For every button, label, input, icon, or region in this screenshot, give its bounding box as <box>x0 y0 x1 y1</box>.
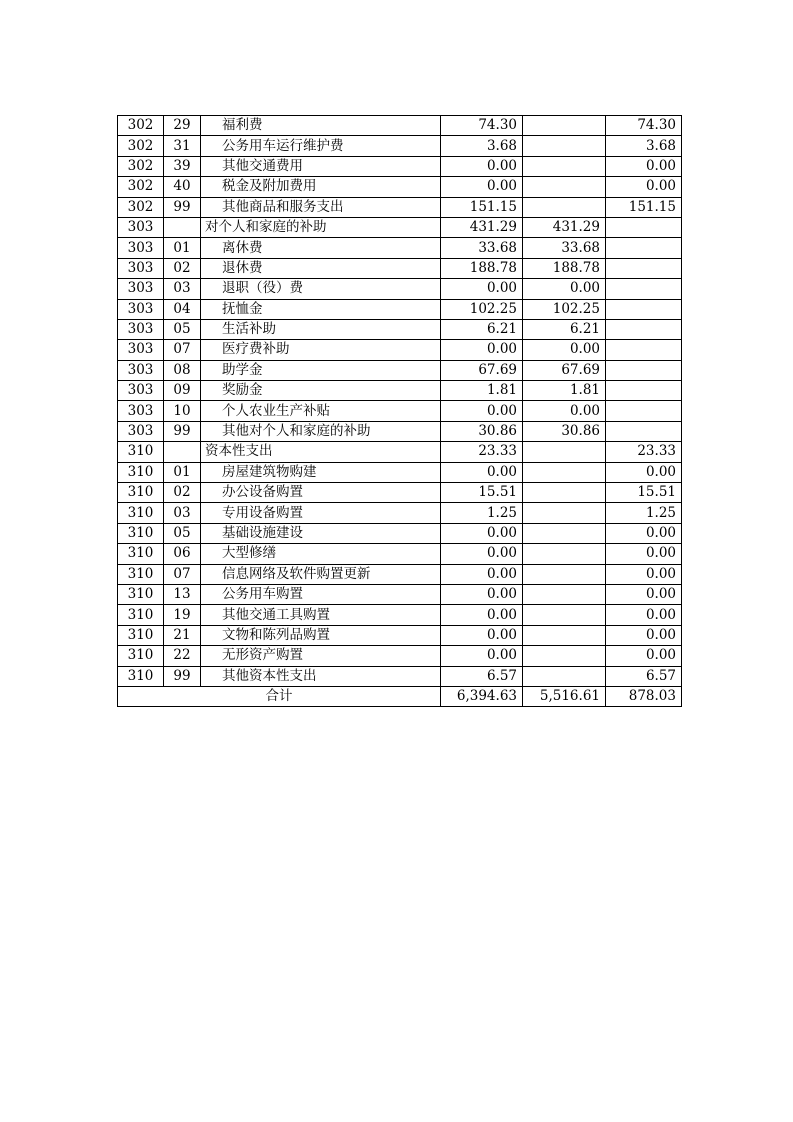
total-cell: 151.15 <box>441 197 523 217</box>
table-row <box>118 483 682 503</box>
class-code-cell: 310 <box>118 544 164 564</box>
item-name-cell: 公务用车运行维护费 <box>201 136 441 156</box>
project-cell <box>606 279 682 299</box>
item-code-cell: 06 <box>164 544 201 564</box>
item-name-cell: 大型修缮 <box>201 544 441 564</box>
total-cell: 0.00 <box>441 177 523 197</box>
project-cell: 0.00 <box>606 605 682 625</box>
class-code-cell: 310 <box>118 605 164 625</box>
class-code-cell: 310 <box>118 666 164 686</box>
basic-cell <box>523 584 606 604</box>
item-code-cell <box>164 442 201 462</box>
total-cell: 1.81 <box>441 381 523 401</box>
total-cell: 0.00 <box>441 605 523 625</box>
class-code-cell: 302 <box>118 197 164 217</box>
project-cell: 23.33 <box>606 442 682 462</box>
total-cell: 0.00 <box>441 156 523 176</box>
item-code-cell: 29 <box>164 116 201 136</box>
class-code-cell: 302 <box>118 116 164 136</box>
project-cell <box>606 238 682 258</box>
summary-total: 6,394.63 <box>441 686 523 706</box>
table-row <box>118 401 682 421</box>
item-code-cell: 39 <box>164 156 201 176</box>
project-cell: 0.00 <box>606 462 682 482</box>
item-code-cell: 13 <box>164 584 201 604</box>
project-cell <box>606 340 682 360</box>
item-code-cell: 99 <box>164 421 201 441</box>
total-cell: 0.00 <box>441 564 523 584</box>
project-cell: 0.00 <box>606 544 682 564</box>
class-code-cell: 310 <box>118 646 164 666</box>
basic-cell: 0.00 <box>523 340 606 360</box>
basic-cell: 30.86 <box>523 421 606 441</box>
item-name-cell: 其他交通工具购置 <box>201 605 441 625</box>
basic-cell <box>523 136 606 156</box>
project-cell: 151.15 <box>606 197 682 217</box>
total-cell: 6.57 <box>441 666 523 686</box>
item-name-cell: 公务用车购置 <box>201 584 441 604</box>
project-cell: 0.00 <box>606 177 682 197</box>
class-code-cell: 310 <box>118 564 164 584</box>
table-body <box>118 116 682 687</box>
project-cell <box>606 299 682 319</box>
item-name-cell: 文物和陈列品购置 <box>201 625 441 645</box>
item-code-cell: 21 <box>164 625 201 645</box>
item-name-cell: 其他对个人和家庭的补助 <box>201 421 441 441</box>
project-cell: 6.57 <box>606 666 682 686</box>
item-code-cell: 40 <box>164 177 201 197</box>
project-cell <box>606 319 682 339</box>
table-row <box>118 544 682 564</box>
total-cell: 102.25 <box>441 299 523 319</box>
table-row <box>118 197 682 217</box>
basic-cell <box>523 625 606 645</box>
item-name-cell: 抚恤金 <box>201 299 441 319</box>
item-name-cell: 税金及附加费用 <box>201 177 441 197</box>
project-cell: 0.00 <box>606 523 682 543</box>
total-cell: 188.78 <box>441 258 523 278</box>
total-cell: 0.00 <box>441 462 523 482</box>
item-name-cell: 办公设备购置 <box>201 483 441 503</box>
basic-cell: 431.29 <box>523 217 606 237</box>
class-code-cell: 310 <box>118 584 164 604</box>
table-row <box>118 116 682 136</box>
total-cell: 0.00 <box>441 340 523 360</box>
basic-cell <box>523 564 606 584</box>
item-code-cell: 01 <box>164 238 201 258</box>
basic-cell: 102.25 <box>523 299 606 319</box>
project-cell: 1.25 <box>606 503 682 523</box>
class-code-cell: 303 <box>118 279 164 299</box>
item-name-cell: 助学金 <box>201 360 441 380</box>
class-code-cell: 303 <box>118 217 164 237</box>
table-row <box>118 646 682 666</box>
table-row <box>118 340 682 360</box>
table-row <box>118 238 682 258</box>
project-cell: 0.00 <box>606 156 682 176</box>
item-name-cell: 其他商品和服务支出 <box>201 197 441 217</box>
item-code-cell: 02 <box>164 258 201 278</box>
total-cell: 1.25 <box>441 503 523 523</box>
item-name-cell: 退职（役）费 <box>201 279 441 299</box>
summary-label: 合计 <box>118 686 441 706</box>
table-row <box>118 564 682 584</box>
basic-cell <box>523 116 606 136</box>
item-code-cell: 19 <box>164 605 201 625</box>
item-code-cell: 02 <box>164 483 201 503</box>
item-code-cell <box>164 217 201 237</box>
total-cell: 74.30 <box>441 116 523 136</box>
project-cell: 0.00 <box>606 584 682 604</box>
summary-row <box>118 686 682 706</box>
table-row <box>118 299 682 319</box>
table-row <box>118 462 682 482</box>
item-name-cell: 生活补助 <box>201 319 441 339</box>
project-cell <box>606 258 682 278</box>
project-cell: 0.00 <box>606 625 682 645</box>
project-cell: 0.00 <box>606 564 682 584</box>
table-row <box>118 360 682 380</box>
basic-cell <box>523 605 606 625</box>
item-code-cell: 99 <box>164 666 201 686</box>
basic-cell: 0.00 <box>523 401 606 421</box>
item-code-cell: 99 <box>164 197 201 217</box>
item-code-cell: 03 <box>164 279 201 299</box>
class-code-cell: 302 <box>118 136 164 156</box>
total-cell: 0.00 <box>441 523 523 543</box>
total-cell: 33.68 <box>441 238 523 258</box>
item-code-cell: 10 <box>164 401 201 421</box>
table-row <box>118 666 682 686</box>
summary-basic: 5,516.61 <box>523 686 606 706</box>
class-code-cell: 303 <box>118 238 164 258</box>
basic-cell <box>523 462 606 482</box>
class-code-cell: 302 <box>118 156 164 176</box>
basic-cell <box>523 177 606 197</box>
basic-cell <box>523 197 606 217</box>
table-row <box>118 258 682 278</box>
total-cell: 0.00 <box>441 544 523 564</box>
table-row <box>118 625 682 645</box>
item-code-cell: 07 <box>164 340 201 360</box>
total-cell: 30.86 <box>441 421 523 441</box>
class-code-cell: 302 <box>118 177 164 197</box>
class-code-cell: 310 <box>118 503 164 523</box>
item-name-cell: 对个人和家庭的补助 <box>201 217 441 237</box>
class-code-cell: 310 <box>118 523 164 543</box>
project-cell: 0.00 <box>606 646 682 666</box>
basic-cell <box>523 646 606 666</box>
item-name-cell: 退休费 <box>201 258 441 278</box>
item-code-cell: 04 <box>164 299 201 319</box>
item-name-cell: 资本性支出 <box>201 442 441 462</box>
project-cell: 74.30 <box>606 116 682 136</box>
item-code-cell: 09 <box>164 381 201 401</box>
class-code-cell: 303 <box>118 421 164 441</box>
table-row <box>118 584 682 604</box>
total-cell: 0.00 <box>441 584 523 604</box>
total-cell: 0.00 <box>441 646 523 666</box>
table-row <box>118 523 682 543</box>
table-row <box>118 217 682 237</box>
basic-cell <box>523 442 606 462</box>
table-row <box>118 421 682 441</box>
item-name-cell: 离休费 <box>201 238 441 258</box>
item-name-cell: 其他交通费用 <box>201 156 441 176</box>
total-cell: 67.69 <box>441 360 523 380</box>
project-cell <box>606 217 682 237</box>
item-name-cell: 医疗费补助 <box>201 340 441 360</box>
basic-cell: 0.00 <box>523 279 606 299</box>
item-code-cell: 08 <box>164 360 201 380</box>
basic-cell: 6.21 <box>523 319 606 339</box>
total-cell: 0.00 <box>441 279 523 299</box>
basic-cell <box>523 156 606 176</box>
total-cell: 23.33 <box>441 442 523 462</box>
class-code-cell: 303 <box>118 319 164 339</box>
table-row <box>118 177 682 197</box>
class-code-cell: 303 <box>118 258 164 278</box>
basic-cell <box>523 544 606 564</box>
table-row <box>118 381 682 401</box>
summary-project: 878.03 <box>606 686 682 706</box>
item-name-cell: 无形资产购置 <box>201 646 441 666</box>
table-row <box>118 156 682 176</box>
class-code-cell: 310 <box>118 483 164 503</box>
total-cell: 6.21 <box>441 319 523 339</box>
project-cell: 3.68 <box>606 136 682 156</box>
item-code-cell: 05 <box>164 523 201 543</box>
item-code-cell: 31 <box>164 136 201 156</box>
basic-cell <box>523 666 606 686</box>
class-code-cell: 303 <box>118 299 164 319</box>
class-code-cell: 310 <box>118 462 164 482</box>
basic-cell <box>523 483 606 503</box>
project-cell <box>606 421 682 441</box>
item-name-cell: 其他资本性支出 <box>201 666 441 686</box>
table-row <box>118 319 682 339</box>
table-row <box>118 605 682 625</box>
class-code-cell: 303 <box>118 340 164 360</box>
table-row <box>118 503 682 523</box>
table-row <box>118 136 682 156</box>
item-code-cell: 22 <box>164 646 201 666</box>
total-cell: 0.00 <box>441 625 523 645</box>
basic-cell <box>523 523 606 543</box>
class-code-cell: 303 <box>118 360 164 380</box>
item-code-cell: 03 <box>164 503 201 523</box>
basic-cell: 1.81 <box>523 381 606 401</box>
item-name-cell: 福利费 <box>201 116 441 136</box>
item-name-cell: 个人农业生产补贴 <box>201 401 441 421</box>
item-name-cell: 专用设备购置 <box>201 503 441 523</box>
total-cell: 15.51 <box>441 483 523 503</box>
class-code-cell: 310 <box>118 625 164 645</box>
table-row <box>118 279 682 299</box>
total-cell: 431.29 <box>441 217 523 237</box>
basic-cell <box>523 503 606 523</box>
project-cell <box>606 401 682 421</box>
class-code-cell: 303 <box>118 401 164 421</box>
item-name-cell: 奖励金 <box>201 381 441 401</box>
project-cell <box>606 360 682 380</box>
total-cell: 0.00 <box>441 401 523 421</box>
class-code-cell: 303 <box>118 381 164 401</box>
expenditure-table <box>117 115 682 707</box>
item-name-cell: 信息网络及软件购置更新 <box>201 564 441 584</box>
item-name-cell: 基础设施建设 <box>201 523 441 543</box>
item-code-cell: 07 <box>164 564 201 584</box>
item-name-cell: 房屋建筑物购建 <box>201 462 441 482</box>
table-row <box>118 442 682 462</box>
item-code-cell: 01 <box>164 462 201 482</box>
class-code-cell: 310 <box>118 442 164 462</box>
item-code-cell: 05 <box>164 319 201 339</box>
project-cell: 15.51 <box>606 483 682 503</box>
basic-cell: 188.78 <box>523 258 606 278</box>
total-cell: 3.68 <box>441 136 523 156</box>
project-cell <box>606 381 682 401</box>
basic-cell: 67.69 <box>523 360 606 380</box>
basic-cell: 33.68 <box>523 238 606 258</box>
